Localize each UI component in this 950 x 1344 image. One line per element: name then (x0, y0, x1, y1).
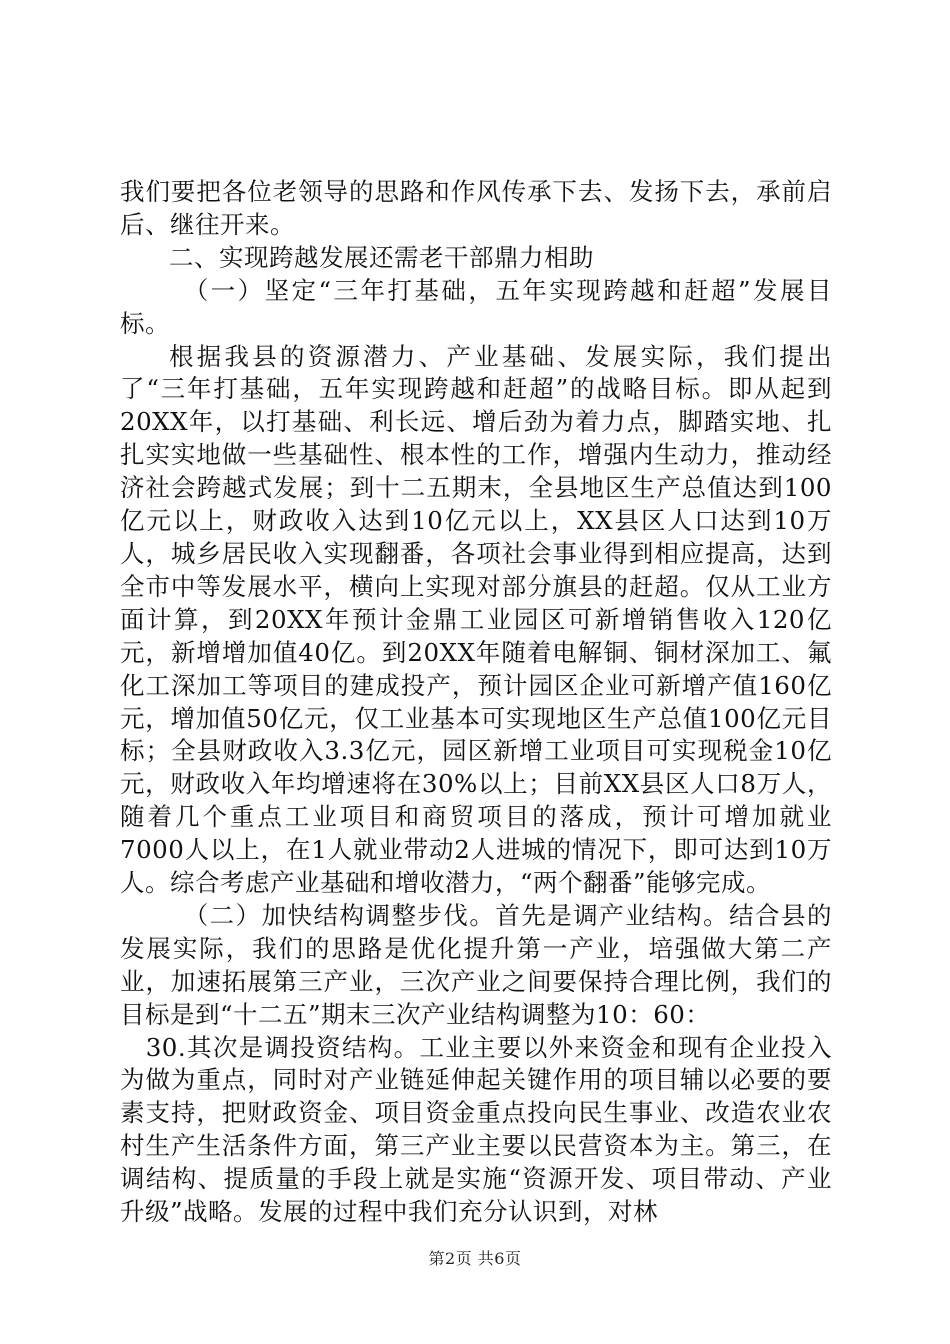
subsection-heading-two: （二）加快结构调整步伐。首先是调产业结构。结合县的发展实际，我们的思路是优化提升第一产业，培强做大第二产业，加速拓展第三产业，三次产业之间要保持合理比例，我们的目标是到“十二五”期末三次产业结构调整为10：60： (120, 900, 832, 1029)
paragraph-investment-structure: 30.其次是调投资结构。工业主要以外来资金和现有企业投入为做为重点，同时对产业链延伸起关键作用的项目辅以必要的要素支持，把财政资金、项目资金重点投向民生事业、改造农业农村生产生活条件方面，第三产业主要以民营资本为主。第三，在调结构、提质量的手段上就是实施“资源开发、项目带动、产业升级”战略。发展的过程中我们充分认识到，对林 (120, 1032, 832, 1227)
paragraph-continuation: 我们要把各位老领导的思路和作风传承下去、发扬下去，承前启后、继往开来。 (120, 177, 832, 239)
document-body (120, 176, 832, 1229)
paragraph-strategic-goal: 根据我县的资源潜力、产业基础、发展实际，我们提出了“三年打基础，五年实现跨越和赶超”的战略目标。即从起到20XX年，以打基础、利长远、增后劲为着力点，脚踏实地、扎扎实实地做一些基础性、根本性的工作，增强内生动力，推动经济社会跨越式发展；到十二五期末，全县地区生产总值达到100亿元以上，财政收入达到10亿元以上，XX县区人口达到10万人，城乡居民收入实现翻番，各项社会事业得到相应提高，达到全市中等发展水平，横向上实现对部分旗县的赶超。仅从工业方面计算，到20XX年预计金鼎工业园区可新增销售收入120亿元，新增增加值40亿。到20XX年随着电解铜、铜材深加工、氟化工深加工等项目的建成投产，预计园区企业可新增产值160亿元，增加值50亿元，仅工业基本可实现地区生产总值100亿元目标；全县财政收入3.3亿元，园区新增工业项目可实现税金10亿元，财政收入年均增速将在30%以上；目前XX县区人口8万人，随着几个重点工业项目和商贸项目的落成，预计可增加就业7000人以上，在1人就业带动2人进城的情况下，即可达到10万人。综合考虑产业基础和增收潜力，“两个翻番”能够完成。 (120, 341, 832, 898)
subsection-heading-one: （一）坚定“三年打基础，五年实现跨越和赶超”发展目标。 (120, 275, 832, 338)
section-heading-two: 二、实现跨越发展还需老干部鼎力相助 (169, 242, 594, 272)
page-footer: 第2页 共6页 (428, 1249, 522, 1268)
